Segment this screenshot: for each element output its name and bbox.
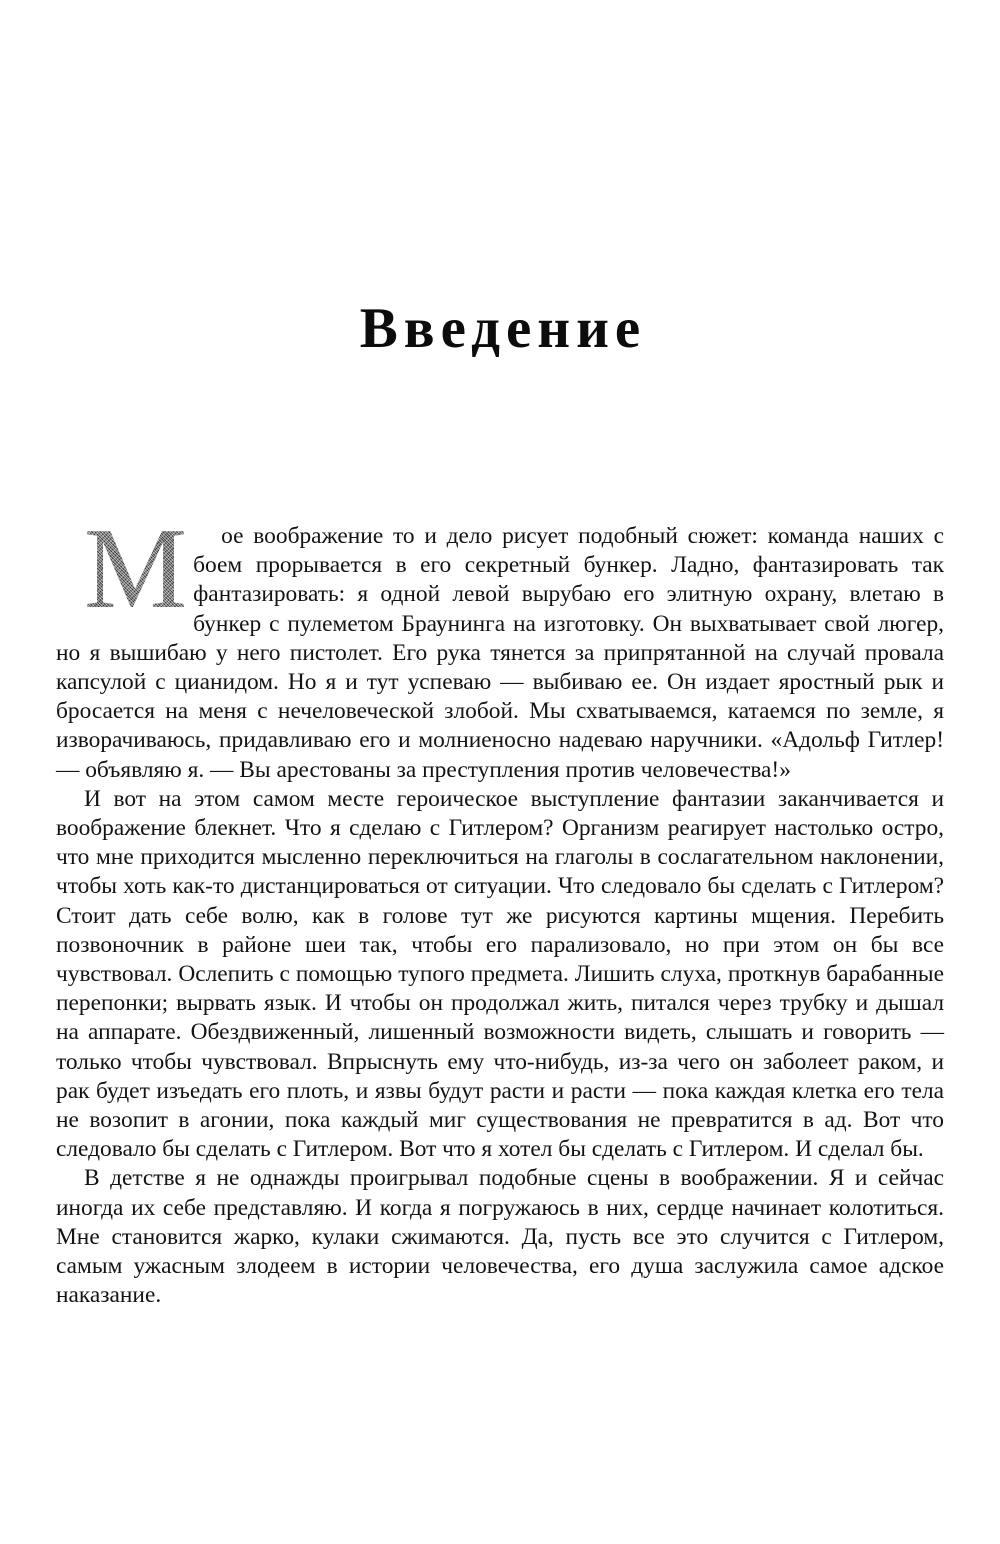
paragraph-1 xyxy=(56,505,944,785)
body-text-block xyxy=(56,505,944,1310)
paragraph-2-text: И вот на этом самом месте героическое выступление фантазии заканчивается и воображение блекнет. Что я сделаю с Гитлером? Организм реагирует настолько остро, что мне приходится мысленно переключиться на глаголы в сослагательном наклонении, чтобы хоть как-то дистанцироваться от ситуации. Что следовало бы сделать с Гитлером? Стоит дать себе волю, как в голове тут же рисуются картины мщения. Перебить позвоночник в районе шеи так, чтобы его парализовало, но при этом он бы все чувствовал. Ослепить с помощью тупого предмета. Лишить слуха, проткнув барабанные перепонки; вырвать язык. И чтобы он продолжал жить, питался через трубку и дышал на аппарате. Обездвиженный, лишенный возможности видеть, слышать и говорить — только чтобы чувствовал. Впрыснуть ему что-нибудь, из-за чего он заболеет раком, и рак будет изъедать его плоть, и язвы будут расти и расти — пока каждая клетка его тела не возопит в агонии, пока каждый миг существования не превратится в ад. Вот что следовало бы сделать с Гитлером. Вот что я хотел бы сделать с Гитлером. И сделал бы. xyxy=(56,785,944,1163)
paragraph-3 xyxy=(56,1164,944,1310)
chapter-title: Введение xyxy=(359,297,647,361)
paragraph-3-text: В детстве я не однажды проигрывал подобные сцены в воображении. Я и сейчас иногда их себе представляю. И когда я погружаюсь в них, сердце начинает колотиться. Мне становится жарко, кулаки сжимаются. Да, пусть все это случится с Гитлером, самым ужасным злодеем в истории человечества, его душа заслужила самое адское наказание. xyxy=(56,1165,944,1309)
drop-cap-letter: М xyxy=(56,524,187,614)
paragraph-1-text: ое воображение то и дело рисует подобный сюжет: команда наших с боем прорывается в его секретный бункер. Ладно, фантазировать так фантазировать: я одной левой вырубаю его элитную охрану, влетаю в бункер с пулеметом Браунинга на изготовку. Он выхватывает свой люгер, но я вышибаю у него пистолет. Его рука тянется за припрятанной на случай провала капсулой с цианидом. Но я и тут успеваю — выбиваю ее. Он издает яростный рык и бросается на меня с нечеловеческой злобой. Мы схватываемся, катаемся по земле, я изворачиваюсь, придавливаю его и молниеносно надеваю наручники. «Адольф Гитлер! — объявляю я. — Вы арестованы за преступления против человечества!» xyxy=(56,523,944,783)
paragraph-2 xyxy=(56,785,944,1165)
